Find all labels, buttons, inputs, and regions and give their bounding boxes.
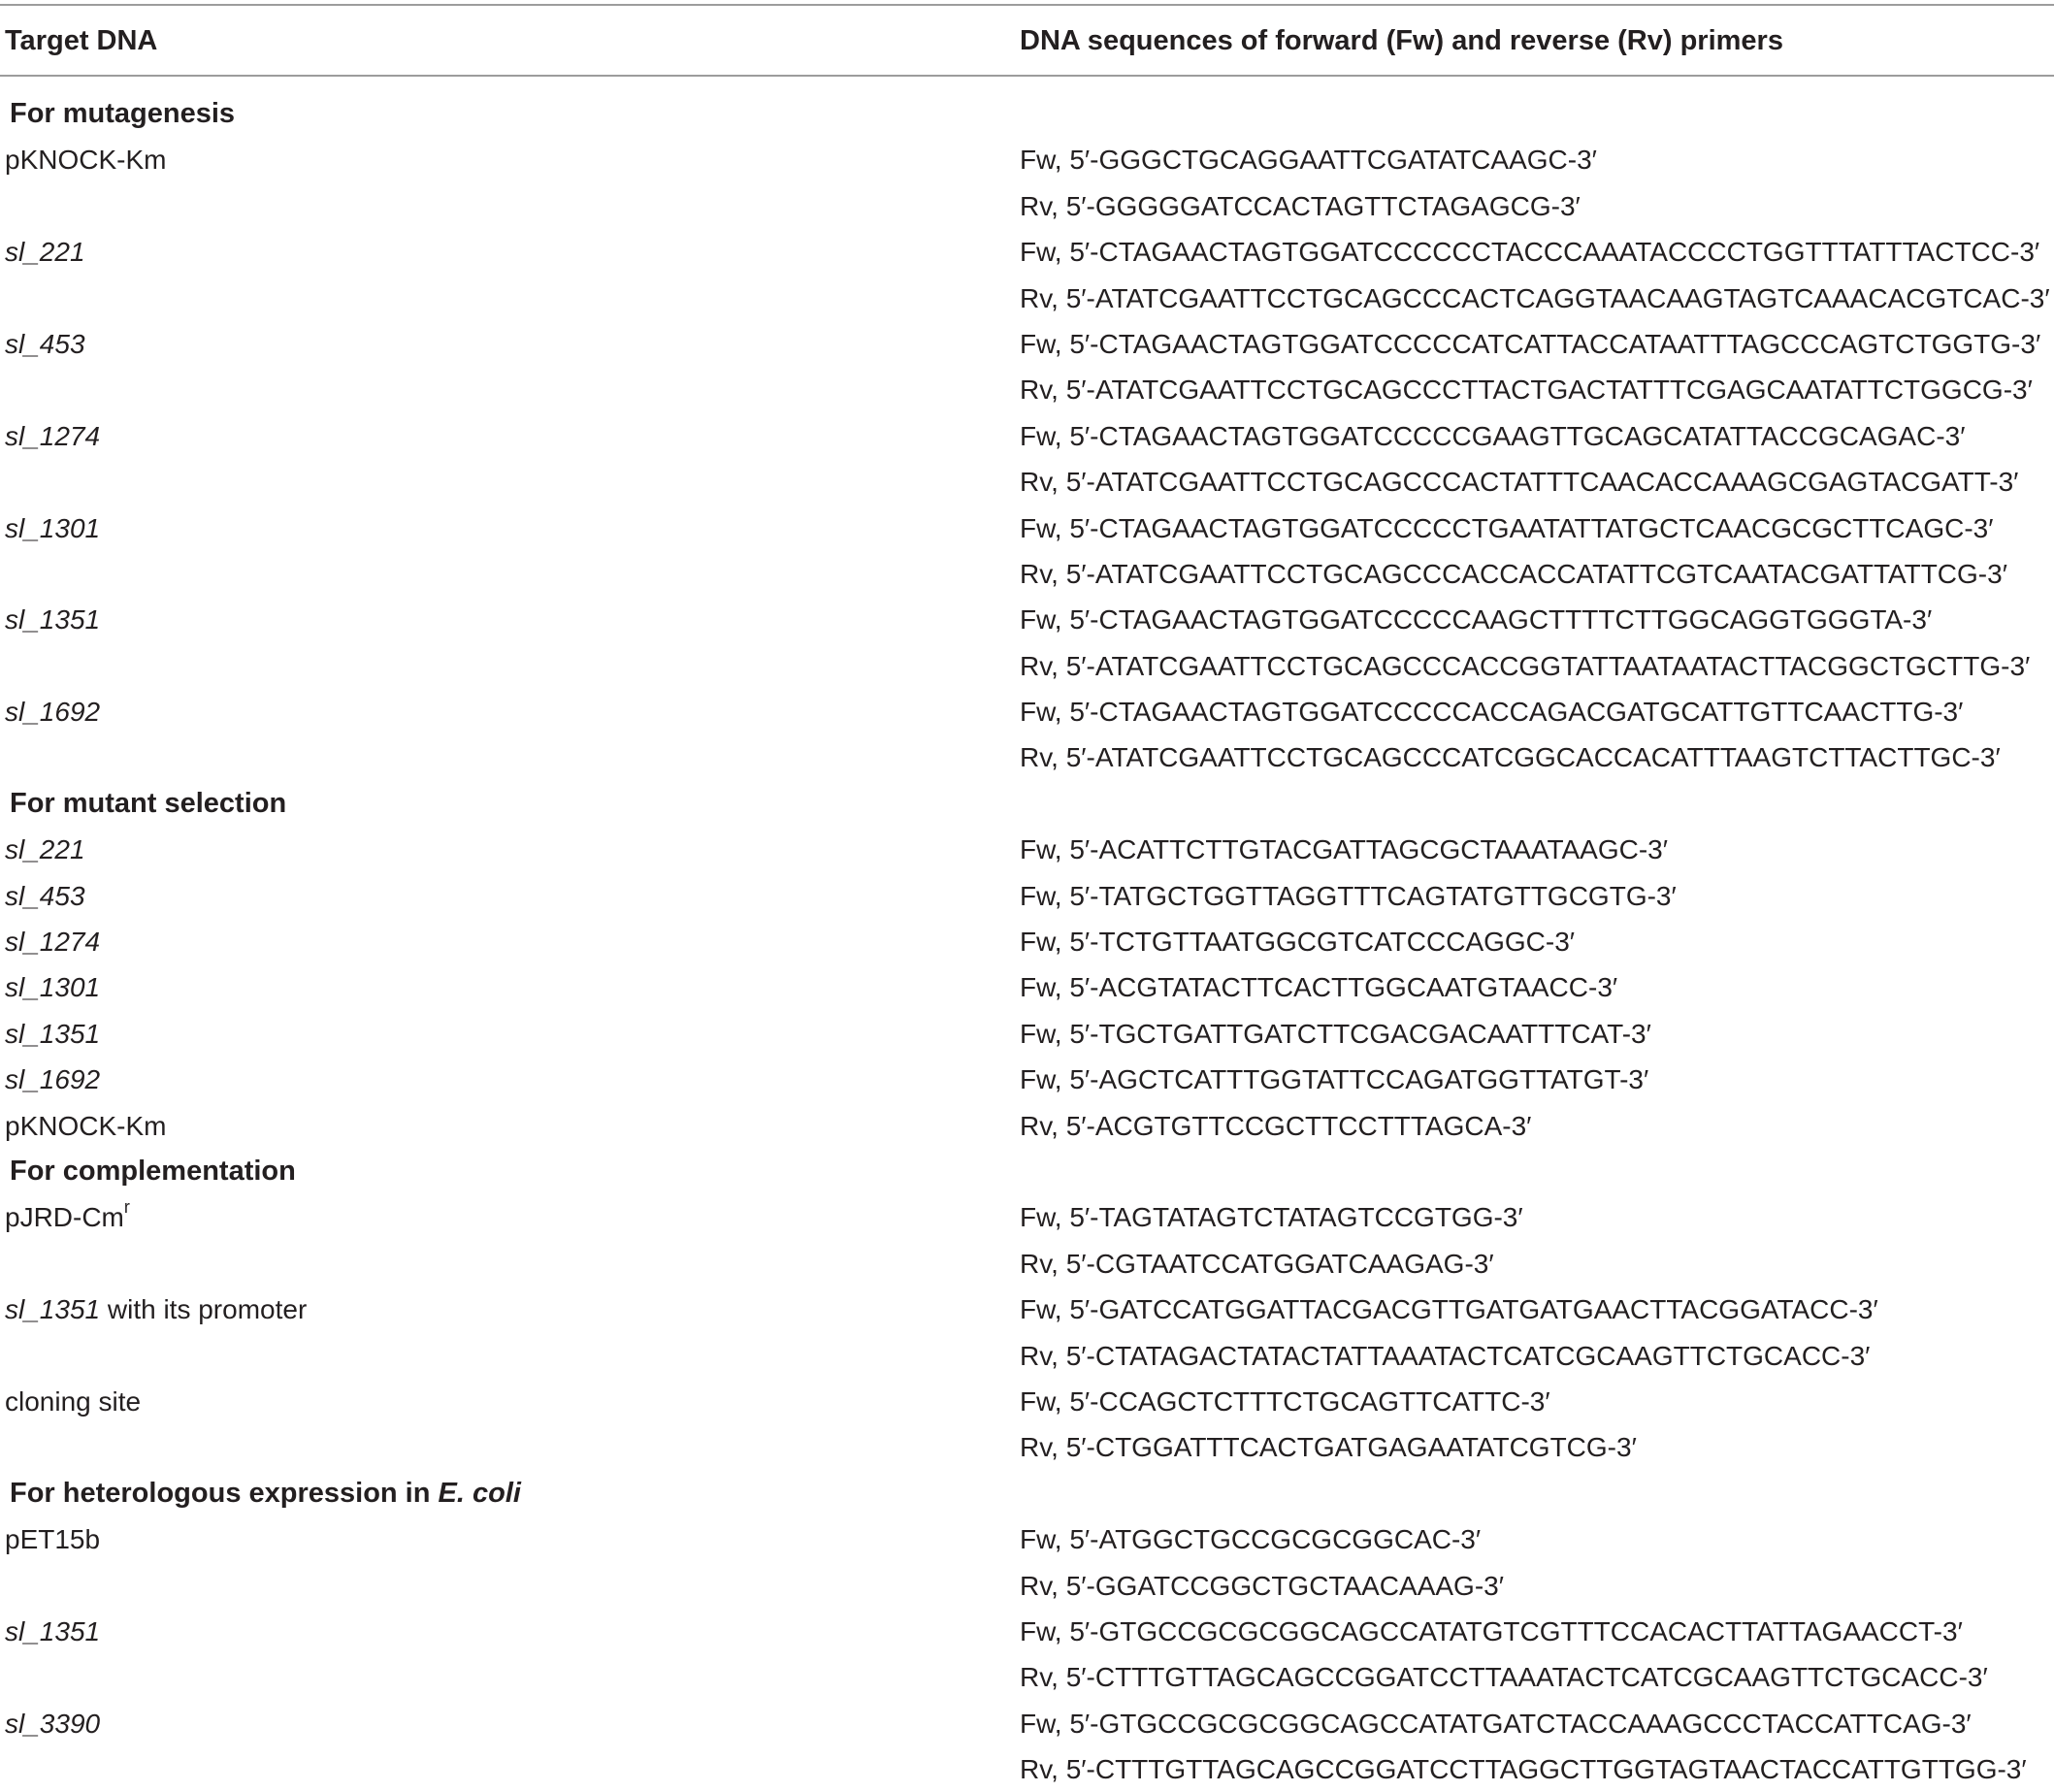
table-row xyxy=(0,1746,2054,1792)
table-row xyxy=(0,1379,2054,1424)
header-target-dna: Target DNA xyxy=(5,25,158,56)
table-row xyxy=(0,229,2054,275)
primer-sequence: Fw, 5′-GTGCCGCGCGGCAGCCATATGTCGTTTCCACACTTATTAGAACCT-3′ xyxy=(1020,1615,1963,1646)
target-dna-cell xyxy=(5,321,85,367)
primer-sequence: Fw, 5′-ACGTATACTTCACTTGGCAATGTAACC-3′ xyxy=(1020,972,1618,1003)
gene-name: sl_1274 xyxy=(5,420,101,451)
table-row xyxy=(0,734,2054,780)
table-row xyxy=(0,643,2054,689)
section-heading xyxy=(10,1149,296,1194)
table-row xyxy=(0,1287,2054,1332)
target-text: For mutagenesis xyxy=(10,98,236,129)
target-dna-cell xyxy=(5,1103,166,1149)
target-dna-cell xyxy=(5,505,100,551)
table-row xyxy=(0,1333,2054,1379)
gene-name: sl_1692 xyxy=(5,1064,101,1095)
gene-name: sl_453 xyxy=(5,328,85,359)
gene-name: sl_1351 xyxy=(5,604,101,635)
gene-name: sl_1301 xyxy=(5,972,101,1003)
target-dna-cell xyxy=(5,873,85,919)
primer-sequence: Rv, 5′-ATATCGAATTCCTGCAGCCCTTACTGACTATTTCGAGCAATATTCTGGCG-3′ xyxy=(1020,375,2033,406)
target-dna-cell xyxy=(5,413,100,459)
primer-sequence: Rv, 5′-GGGGGATCCACTAGTTCTAGAGCG-3′ xyxy=(1020,190,1581,221)
gene-name: sl_1301 xyxy=(5,512,101,543)
table-row xyxy=(0,1057,2054,1102)
target-dna-cell xyxy=(5,137,166,182)
primer-sequence: Fw, 5′-TAGTATAGTCTATAGTCCGTGG-3′ xyxy=(1020,1202,1523,1233)
primer-sequence: Fw, 5′-TGCTGATTGATCTTCGACGACAATTTCAT-3′ xyxy=(1020,1018,1651,1049)
table-row xyxy=(0,919,2054,964)
primer-sequence: Rv, 5′-CGTAATCCATGGATCAAGAG-3′ xyxy=(1020,1248,1494,1279)
primer-sequence: Fw, 5′-CCAGCTCTTTCTGCAGTTCATTC-3′ xyxy=(1020,1385,1550,1417)
primer-sequence: Rv, 5′-CTTTGTTAGCAGCCGGATCCTTAGGCTTGGTAGTAACTACCATTGTTGG-3′ xyxy=(1020,1754,2027,1785)
target-dna-cell xyxy=(5,1194,130,1240)
target-text: pET15b xyxy=(5,1524,101,1555)
primer-sequence: Fw, 5′-TATGCTGGTTAGGTTTCAGTATGTTGCGTG-3′ xyxy=(1020,880,1677,911)
table-row xyxy=(0,827,2054,872)
target-dna-cell xyxy=(5,597,100,642)
primer-sequence: Rv, 5′-ATATCGAATTCCTGCAGCCCACCGGTATTAATAATACTTACGGCTGCTTG-3′ xyxy=(1020,650,2031,681)
table-row xyxy=(0,1516,2054,1562)
primer-sequence: Fw, 5′-GATCCATGGATTACGACGTTGATGATGAACTTACGGATACC-3′ xyxy=(1020,1294,1878,1325)
table-row xyxy=(0,1609,2054,1654)
gene-name: sl_1351 xyxy=(5,1615,101,1646)
table-row xyxy=(0,276,2054,321)
primer-sequence: Rv, 5′-ATATCGAATTCCTGCAGCCCACTATTTCAACACCAAAGCGAGTACGATT-3′ xyxy=(1020,467,2019,498)
table-row xyxy=(0,183,2054,229)
table-row xyxy=(0,689,2054,734)
table-top-rule xyxy=(0,4,2054,6)
table-row xyxy=(0,964,2054,1010)
primer-sequence: Rv, 5′-GGATCCGGCTGCTAACAAAG-3′ xyxy=(1020,1570,1504,1601)
target-dna-cell xyxy=(5,689,100,734)
primer-sequence: Fw, 5′-CTAGAACTAGTGGATCCCCCGAAGTTGCAGCATATTACCGCAGAC-3′ xyxy=(1020,420,1966,451)
target-text: with its promoter xyxy=(100,1294,308,1325)
table-row xyxy=(0,505,2054,551)
target-text: pKNOCK-Km xyxy=(5,1110,167,1141)
primer-sequence: Fw, 5′-GTGCCGCGCGGCAGCCATATGATCTACCAAAGCCCTACCATTCAG-3′ xyxy=(1020,1708,1972,1739)
gene-name: E. coli xyxy=(438,1477,521,1509)
table-row xyxy=(0,1194,2054,1240)
target-dna-cell xyxy=(5,1011,100,1057)
primer-sequence: Rv, 5′-CTGGATTTCACTGATGAGAATATCGTCG-3′ xyxy=(1020,1432,1637,1463)
table-row xyxy=(0,551,2054,597)
section-heading-row xyxy=(0,91,2054,137)
section-heading xyxy=(10,781,286,827)
table-row xyxy=(0,597,2054,642)
section-heading-row xyxy=(0,1471,2054,1516)
target-dna-cell xyxy=(5,964,100,1010)
gene-name: sl_453 xyxy=(5,880,85,911)
table-row xyxy=(0,413,2054,459)
target-dna-cell xyxy=(5,1516,100,1562)
gene-name: sl_1351 xyxy=(5,1018,101,1049)
section-heading xyxy=(10,91,235,137)
primer-sequence: Rv, 5′-CTTTGTTAGCAGCCGGATCCTTAAATACTCATCGCAAGTTCTGCACC-3′ xyxy=(1020,1662,1988,1693)
primer-sequence: Fw, 5′-ATGGCTGCCGCGCGGCAC-3′ xyxy=(1020,1524,1482,1555)
gene-name: sl_1351 xyxy=(5,1294,101,1325)
primer-sequence: Fw, 5′-CTAGAACTAGTGGATCCCCCACCAGACGATGCATTGTTCAACTTG-3′ xyxy=(1020,697,1964,728)
primer-sequence: Rv, 5′-ATATCGAATTCCTGCAGCCCACCACCATATTCGTCAATACGATTATTCG-3′ xyxy=(1020,558,2007,589)
target-dna-cell xyxy=(5,1057,100,1102)
target-dna-cell xyxy=(5,827,85,872)
target-dna-cell xyxy=(5,919,100,964)
target-dna-cell xyxy=(5,1609,100,1654)
target-dna-cell xyxy=(5,1287,307,1332)
superscript: r xyxy=(123,1197,130,1218)
primer-sequence: Fw, 5′-GGGCTGCAGGAATTCGATATCAAGC-3′ xyxy=(1020,145,1597,176)
table-row xyxy=(0,1654,2054,1700)
table-row xyxy=(0,1241,2054,1287)
table-row xyxy=(0,459,2054,505)
table-body xyxy=(0,91,2054,1792)
gene-name: sl_221 xyxy=(5,237,85,268)
section-heading-row xyxy=(0,1149,2054,1194)
primer-sequence: Fw, 5′-CTAGAACTAGTGGATCCCCCAAGCTTTTCTTGGCAGGTGGGTA-3′ xyxy=(1020,604,1933,635)
target-text: pJRD-Cm xyxy=(5,1202,124,1233)
table-row xyxy=(0,321,2054,367)
table-row xyxy=(0,1701,2054,1746)
table-row xyxy=(0,873,2054,919)
primer-sequence: Fw, 5′-CTAGAACTAGTGGATCCCCCTGAATATTATGCTCAACGCGCTTCAGC-3′ xyxy=(1020,512,1994,543)
target-text: For heterologous expression in xyxy=(10,1477,439,1509)
gene-name: sl_1692 xyxy=(5,697,101,728)
section-heading xyxy=(10,1471,521,1516)
primer-sequence: Rv, 5′-ACGTGTTCCGCTTCCTTTAGCA-3′ xyxy=(1020,1110,1532,1141)
gene-name: sl_1274 xyxy=(5,927,101,958)
primer-sequence: Fw, 5′-ACATTCTTGTACGATTAGCGCTAAATAAGC-3′ xyxy=(1020,834,1668,865)
primer-sequence: Fw, 5′-TCTGTTAATGGCGTCATCCCAGGC-3′ xyxy=(1020,927,1576,958)
primer-sequence: Rv, 5′-ATATCGAATTCCTGCAGCCCATCGGCACCACATTTAAGTCTTACTTGC-3′ xyxy=(1020,742,2001,773)
table-row xyxy=(0,367,2054,412)
primer-sequence: Fw, 5′-AGCTCATTTGGTATTCCAGATGGTTATGT-3′ xyxy=(1020,1064,1649,1095)
gene-name: sl_221 xyxy=(5,834,85,865)
target-dna-cell xyxy=(5,1379,141,1424)
section-heading-row xyxy=(0,781,2054,827)
table-row xyxy=(0,1424,2054,1470)
table-header-rule xyxy=(0,75,2054,77)
target-dna-cell xyxy=(5,229,85,275)
target-dna-cell xyxy=(5,1701,100,1746)
header-primer-sequences: DNA sequences of forward (Fw) and reverse (Rv) primers xyxy=(1020,25,1783,56)
primer-sequence: Fw, 5′-CTAGAACTAGTGGATCCCCCATCATTACCATAATTTAGCCCAGTCTGGTG-3′ xyxy=(1020,328,2041,359)
table-row xyxy=(0,137,2054,182)
primer-sequence: Fw, 5′-CTAGAACTAGTGGATCCCCCCTACCCAAATACCCCTGGTTTATTTACTCC-3′ xyxy=(1020,237,2040,268)
table-row xyxy=(0,1103,2054,1149)
gene-name: sl_3390 xyxy=(5,1708,101,1739)
target-text: pKNOCK-Km xyxy=(5,145,167,176)
primer-sequence: Rv, 5′-ATATCGAATTCCTGCAGCCCACTCAGGTAACAAGTAGTCAAACACGTCAC-3′ xyxy=(1020,282,2050,313)
target-text: For complementation xyxy=(10,1155,296,1187)
target-text: cloning site xyxy=(5,1385,142,1417)
table-row xyxy=(0,1011,2054,1057)
primer-sequence: Rv, 5′-CTATAGACTATACTATTAAATACTCATCGCAAGTTCTGCACC-3′ xyxy=(1020,1340,1871,1371)
target-text: For mutant selection xyxy=(10,787,287,819)
table-row xyxy=(0,1563,2054,1609)
